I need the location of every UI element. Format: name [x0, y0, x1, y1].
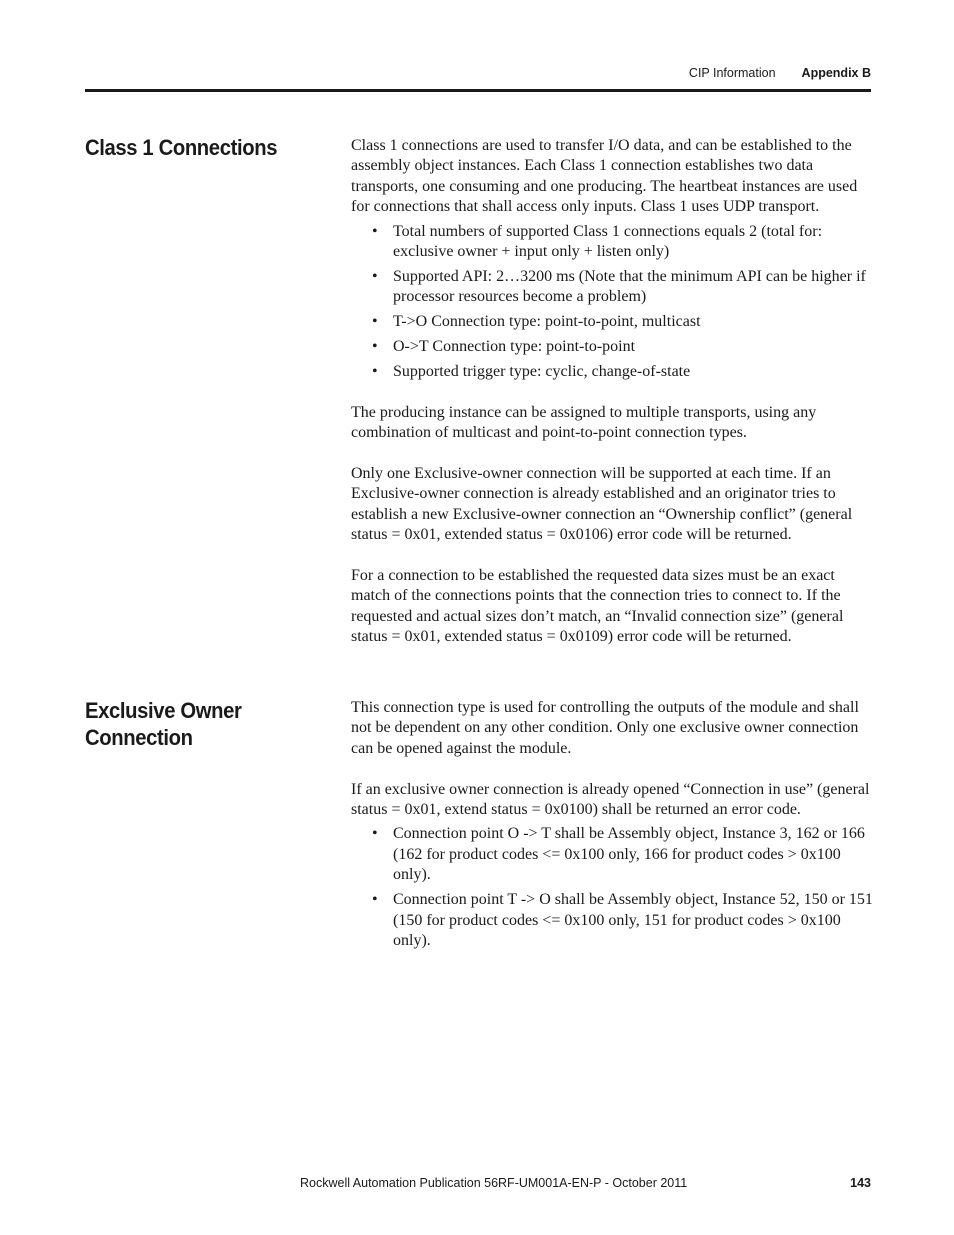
paragraph: This connection type is used for controlling the outputs of the module and shall not be dependent on any other condition. Only one exclusive owner connection can be opened against the module.	[351, 699, 859, 757]
header-rule	[85, 89, 871, 92]
section-heading-class1: Class 1 Connections	[85, 135, 278, 160]
list-item: • T->O Connection type: point-to-point, multicast	[393, 312, 873, 332]
section-heading-exclusive-owner: Exclusive Owner Connection	[85, 698, 242, 750]
section-body-exclusive-owner	[351, 698, 873, 972]
page-number: 143	[850, 1176, 871, 1190]
page-footer	[300, 1176, 871, 1190]
bullet-list	[351, 222, 873, 383]
bullet-glyph: •	[372, 363, 378, 381]
section-body-class1	[351, 136, 873, 668]
list-item: • O->T Connection type: point-to-point	[393, 337, 873, 357]
bullet-glyph: •	[372, 267, 378, 285]
paragraph: Class 1 connections are used to transfer I/O data, and can be established to the assembly object instances. Each Class 1 connection establishes two data transports, one consuming and one producing. The heartbeat instances are used for connections that shall access only inputs. Class 1 uses UDP transport.	[351, 137, 858, 216]
bullet-glyph: •	[372, 222, 378, 240]
paragraph: If an exclusive owner connection is already opened “Connection in use” (general status = 0x01, extend status = 0x0100) shall be returned an error code.	[351, 780, 870, 819]
header-section-title: CIP Information	[688, 66, 776, 80]
paragraph: For a connection to be established the requested data sizes must be an exact match of the connections points that the connection tries to connect to. If the requested and actual sizes don’t match, an “Invalid connection size” (general status = 0x01, extended status = 0x0109) error code will be returned.	[351, 567, 844, 646]
bullet-list	[351, 824, 873, 951]
running-header	[689, 66, 871, 80]
header-appendix-label: Appendix B	[801, 66, 871, 80]
footer-publication: Rockwell Automation Publication 56RF-UM001A-EN-P - October 2011	[300, 1176, 688, 1190]
list-item: • Total numbers of supported Class 1 connections equals 2 (total for: exclusive owner + input only + listen only)	[372, 222, 823, 261]
bullet-glyph: •	[372, 891, 378, 909]
bullet-glyph: •	[372, 338, 378, 356]
list-item: • Supported trigger type: cyclic, change-of-state	[393, 362, 873, 382]
paragraph: Only one Exclusive-owner connection will be supported at each time. If an Exclusive-owner connection is already established and an originator tries to establish a new Exclusive-owner connection an “Ownership conflict” (general status = 0x01, extended status = 0x0106) error code will be returned.	[351, 465, 853, 544]
list-item: • Supported API: 2…3200 ms (Note that the minimum API can be higher if processor resources become a problem)	[372, 267, 866, 306]
bullet-glyph: •	[372, 825, 378, 843]
list-item: • Connection point T -> O shall be Assembly object, Instance 52, 150 or 151 (150 for product codes <= 0x100 only, 151 for product codes > 0x100 only).	[372, 891, 873, 949]
bullet-glyph: •	[372, 313, 378, 331]
list-item: • Connection point O -> T shall be Assembly object, Instance 3, 162 or 166 (162 for product codes <= 0x100 only, 166 for product codes > 0x100 only).	[372, 825, 865, 884]
paragraph: The producing instance can be assigned to multiple transports, using any combination of multicast and point-to-point connection types.	[351, 403, 817, 442]
